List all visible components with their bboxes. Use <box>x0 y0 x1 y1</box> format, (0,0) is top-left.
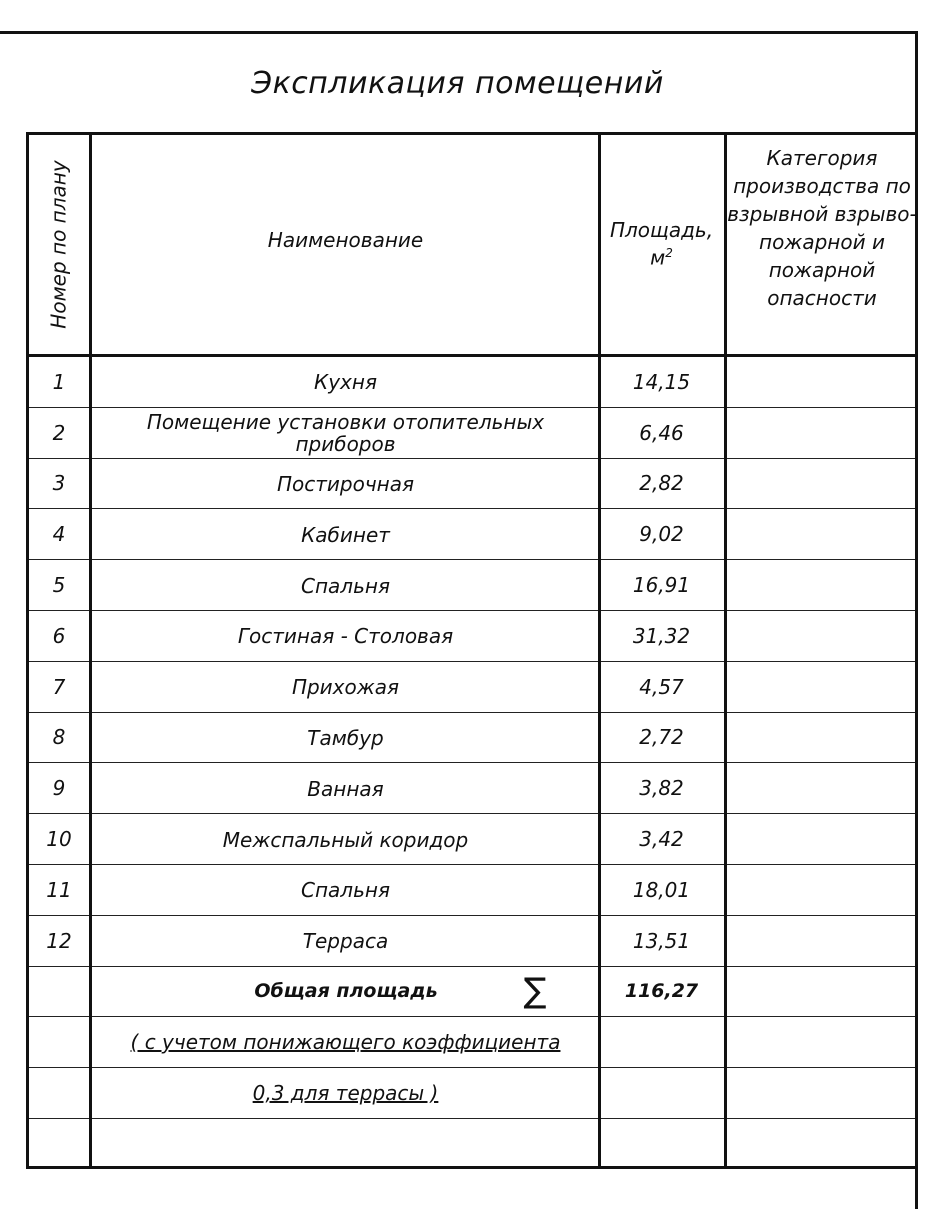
row-name: Спальня <box>301 573 390 598</box>
row-number: 9 <box>52 776 66 801</box>
row-area: 3,82 <box>639 776 684 801</box>
row-number: 6 <box>52 623 66 648</box>
row-area: 2,72 <box>639 725 684 750</box>
row-number: 7 <box>52 674 66 699</box>
col-line-1 <box>89 132 92 1169</box>
row-area: 4,57 <box>639 674 684 699</box>
row-divider <box>26 610 915 611</box>
row-name: Тамбур <box>307 725 384 750</box>
total-label: Общая площадь <box>254 980 438 1002</box>
header-bottom-line <box>26 354 915 357</box>
explication-table <box>26 132 915 1168</box>
row-number: 2 <box>52 420 66 445</box>
row-area: 9,02 <box>639 522 684 547</box>
page-title: Экспликация помещений <box>251 65 664 101</box>
row-area: 31,32 <box>632 623 691 648</box>
col-line-2 <box>598 132 601 1169</box>
row-area: 2,82 <box>639 471 684 496</box>
row-number: 3 <box>52 471 66 496</box>
total-note-line2: 0,3 для террасы ) <box>252 1081 439 1105</box>
row-divider <box>26 1118 915 1119</box>
total-area-value: 116,27 <box>624 980 699 1002</box>
row-area: 3,42 <box>639 827 684 852</box>
row-area: 14,15 <box>632 369 691 394</box>
row-divider <box>26 1016 915 1017</box>
header-top-line <box>26 132 915 135</box>
row-name: Постирочная <box>276 471 415 496</box>
sum-symbol: ∑ <box>523 971 547 1011</box>
header-area-label: Площадь, <box>609 218 714 243</box>
row-number: 4 <box>52 522 66 547</box>
row-name: Помещение установки отопительных приборов <box>146 410 545 457</box>
row-divider <box>26 762 915 763</box>
header-area-unit: м <box>650 245 666 270</box>
row-area: 16,91 <box>632 573 691 598</box>
row-name: Кухня <box>314 370 377 395</box>
row-area: 18,01 <box>632 877 691 902</box>
row-divider <box>26 712 915 713</box>
row-divider <box>26 661 915 662</box>
header-category: Категория производства по взрывной взрыво-пожарной и пожарной опасности <box>727 146 917 310</box>
row-name: Межспальный коридор <box>222 827 469 852</box>
row-divider <box>26 1067 915 1068</box>
row-area: 6,46 <box>639 420 684 445</box>
row-name: Терраса <box>302 929 389 954</box>
col-line-left <box>26 132 29 1169</box>
row-name: Спальня <box>301 878 390 903</box>
header-area-unit-wrap <box>650 242 673 270</box>
row-number: 10 <box>46 827 72 852</box>
header-area <box>601 135 722 354</box>
row-area: 13,51 <box>632 928 691 953</box>
row-name: Прихожая <box>291 675 400 700</box>
row-name: Ванная <box>307 776 384 801</box>
header-number: Номер по плану <box>47 160 72 329</box>
row-divider <box>26 915 915 916</box>
row-name: Кабинет <box>301 522 390 547</box>
col-line-3 <box>724 132 727 1169</box>
total-note-line1: ( с учетом понижающего коэффициента <box>130 1030 561 1054</box>
row-divider <box>26 559 915 560</box>
header-number-cell <box>29 135 90 354</box>
row-number: 11 <box>46 877 72 902</box>
table-bottom-line <box>26 1166 915 1169</box>
row-number: 8 <box>52 725 66 750</box>
row-divider <box>26 508 915 509</box>
row-divider <box>26 966 915 967</box>
row-number: 5 <box>52 573 66 598</box>
row-name: Гостиная - Столовая <box>237 624 454 649</box>
row-number: 12 <box>46 928 72 953</box>
header-area-unit-sup: 2 <box>665 246 673 261</box>
row-divider <box>26 813 915 814</box>
row-divider <box>26 458 915 459</box>
row-divider <box>26 864 915 865</box>
row-number: 1 <box>52 369 66 394</box>
header-name: Наименование <box>267 227 424 252</box>
row-divider <box>26 407 915 408</box>
